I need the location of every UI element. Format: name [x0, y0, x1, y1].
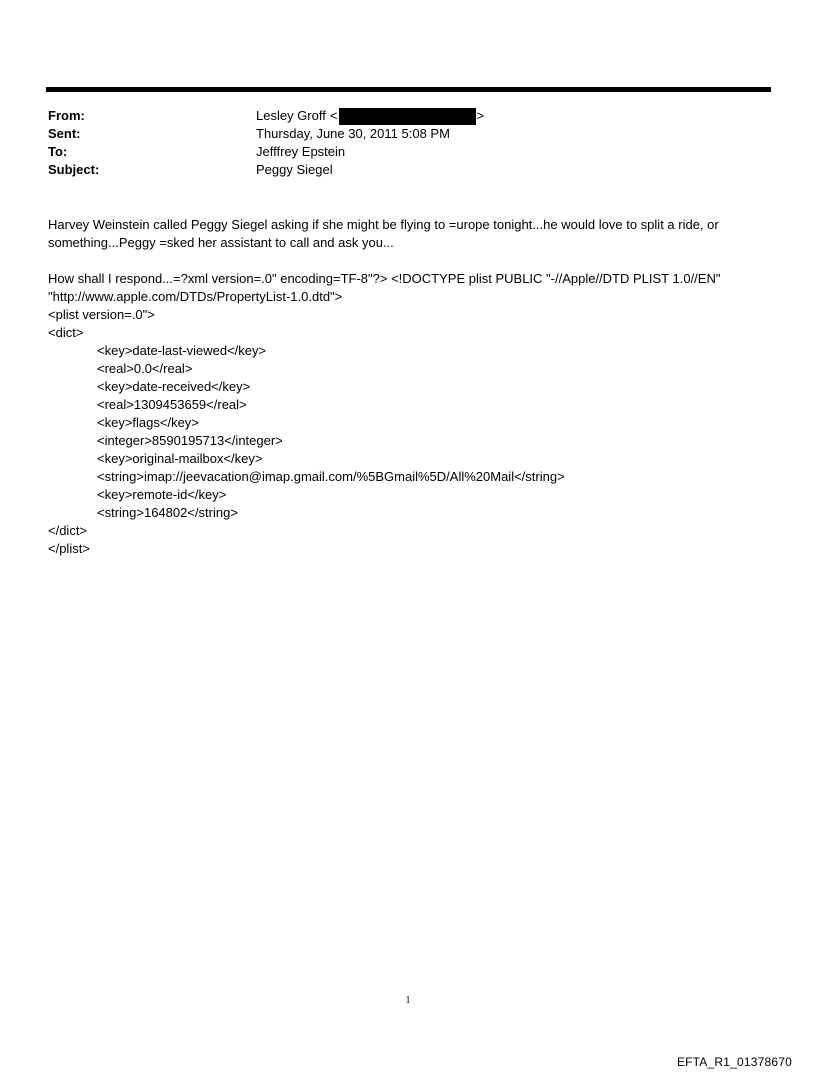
email-header [48, 107, 768, 179]
to-label: To: [48, 144, 68, 159]
from-row [48, 107, 768, 125]
bates-number: EFTA_R1_01378670 [676, 1055, 792, 1069]
to-value: Jefffrey Epstein [256, 144, 346, 159]
body-paragraph-1: Harvey Weinstein called Peggy Siegel asking if she might be flying to =urope tonight...he would love to split a ride, or something...Peggy =sked her assistant to call and ask you... [48, 217, 719, 250]
dict-line: <string>164802</string> [97, 505, 238, 520]
from-label: From: [48, 108, 85, 123]
from-name: Lesley Groff [256, 108, 326, 123]
dict-close: </dict> [48, 523, 88, 538]
sent-label: Sent: [48, 126, 81, 141]
body-paragraph-2: How shall I respond...=?xml version=.0" encoding=TF-8"?> <!DOCTYPE plist PUBLIC "-//Apple//DTD PLIST 1.0//EN" "http://www.apple.com/DTDs/PropertyList-1.0.dtd"> [48, 271, 721, 304]
subject-label: Subject: [48, 162, 100, 177]
sent-row [48, 125, 768, 143]
redacted-email [339, 108, 476, 125]
dict-open: <dict> [48, 325, 84, 340]
from-value [256, 107, 484, 125]
sent-value: Thursday, June 30, 2011 5:08 PM [256, 126, 450, 141]
subject-row [48, 161, 768, 179]
header-divider [46, 87, 771, 92]
dict-line: <real>1309453659</real> [97, 397, 247, 412]
dict-line: <key>date-last-viewed</key> [97, 343, 267, 358]
dict-line: <key>original-mailbox</key> [97, 451, 263, 466]
dict-line: <key>remote-id</key> [97, 487, 227, 502]
subject-value: Peggy Siegel [256, 162, 333, 177]
email-body [48, 216, 768, 558]
to-row [48, 143, 768, 161]
page-number: 1 [405, 995, 411, 1006]
dict-line: <key>date-received</key> [97, 379, 251, 394]
dict-line: <integer>8590195713</integer> [97, 433, 283, 448]
dict-line: <real>0.0</real> [97, 361, 193, 376]
plist-close: </plist> [48, 541, 90, 556]
plist-open: <plist version=.0"> [48, 307, 155, 322]
dict-line: <key>flags</key> [97, 415, 199, 430]
dict-lines [48, 342, 768, 522]
from-open-bracket: < [329, 108, 338, 123]
from-close-bracket: > [476, 108, 485, 123]
dict-line: <string>imap://jeevacation@imap.gmail.com/%5BGmail%5D/All%20Mail</string> [97, 469, 565, 484]
